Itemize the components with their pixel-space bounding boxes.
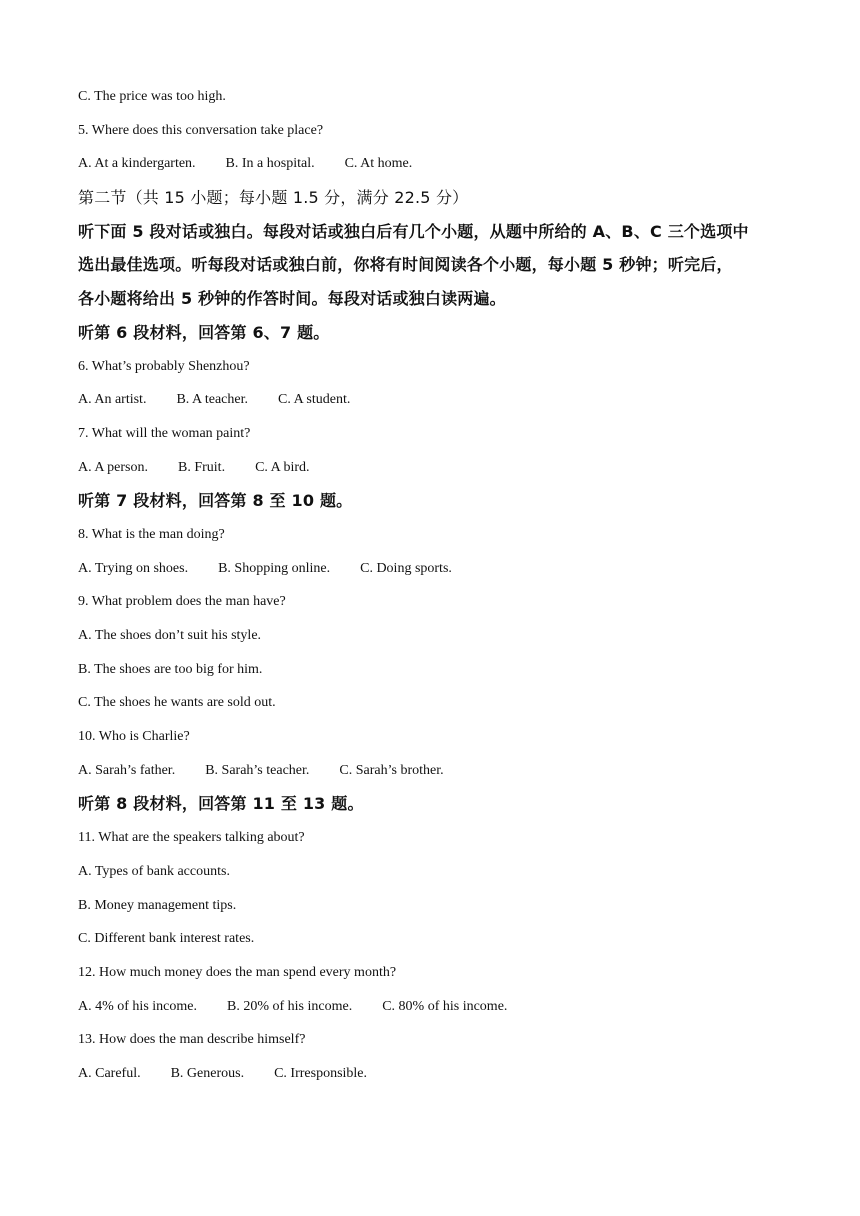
answer-option: A. An artist. [78, 392, 147, 408]
section-instruction: 听第 7 段材料，回答第 8 至 10 题。 [78, 491, 353, 511]
question-text: 12. How much money does the man spend every month? [78, 964, 397, 980]
answer-option: A. A person. [78, 459, 148, 475]
answer-options-row [78, 1057, 788, 1091]
answer-option: C. Sarah’s brother. [339, 762, 444, 778]
answer-option: B. Money management tips. [78, 897, 237, 913]
answer-option: C. A student. [278, 392, 351, 408]
answer-option: C. Doing sports. [360, 560, 452, 576]
answer-options-row [78, 754, 788, 788]
answer-option: B. Shopping online. [218, 560, 331, 576]
question-text: 8. What is the man doing? [78, 526, 225, 542]
section-instruction: 听第 8 段材料，回答第 11 至 13 题。 [78, 794, 364, 814]
answer-option: B. The shoes are too big for him. [78, 661, 263, 677]
question-text: 13. How does the man describe himself? [78, 1032, 306, 1048]
answer-option: C. 80% of his income. [382, 998, 508, 1014]
question-text: 6. What’s probably Shenzhou? [78, 358, 250, 374]
answer-option: B. A teacher. [176, 392, 248, 408]
question-text: 5. Where does this conversation take place? [78, 122, 324, 138]
answer-option: A. Types of bank accounts. [78, 863, 230, 879]
answer-options-row [78, 451, 788, 485]
answer-option: B. Sarah’s teacher. [205, 762, 310, 778]
answer-option: A. Sarah’s father. [78, 762, 176, 778]
answer-option: C. A bird. [255, 459, 310, 475]
answer-options-row [78, 990, 788, 1024]
answer-option: C. Different bank interest rates. [78, 931, 255, 947]
answer-option: C. The shoes he wants are sold out. [78, 695, 276, 711]
answer-option: C. The price was too high. [78, 89, 226, 104]
answer-option: C. At home. [344, 156, 413, 172]
answer-option: B. Generous. [170, 1065, 245, 1081]
section-instruction: 各小题将给出 5 秒钟的作答时间。每段对话或独白读两遍。 [78, 289, 506, 309]
section-instruction: 选出最佳选项。听每段对话或独白前，你将有时间阅读各个小题，每小题 5 秒钟；听完后， [78, 255, 733, 275]
section-instruction: 听第 6 段材料，回答第 6、7 题。 [78, 322, 330, 342]
section-instruction: 听下面 5 段对话或独白。每段对话或独白后有几个小题，从题中所给的 A、B、C 三个选项中 [78, 221, 749, 241]
answer-options-row [78, 147, 788, 181]
question-text: 11. What are the speakers talking about? [78, 830, 305, 846]
answer-option: B. In a hospital. [225, 156, 315, 172]
question-text: 10. Who is Charlie? [78, 729, 190, 745]
answer-options-row [78, 552, 788, 586]
answer-option: A. Trying on shoes. [78, 560, 189, 576]
answer-option: A. 4% of his income. [78, 998, 197, 1014]
answer-option: C. Irresponsible. [274, 1065, 368, 1081]
question-text: 7. What will the woman paint? [78, 425, 251, 441]
answer-option: B. 20% of his income. [226, 998, 353, 1014]
answer-option: A. At a kindergarten. [78, 156, 196, 172]
answer-options-row [78, 383, 788, 417]
answer-option: B. Fruit. [178, 459, 226, 475]
answer-option: A. Careful. [78, 1065, 141, 1081]
document-page [78, 80, 788, 1091]
answer-option: A. The shoes don’t suit his style. [78, 628, 262, 643]
section-title: 第二节（共 15 小题；每小题 1.5 分，满分 22.5 分） [78, 188, 469, 208]
question-text: 9. What problem does the man have? [78, 594, 286, 610]
